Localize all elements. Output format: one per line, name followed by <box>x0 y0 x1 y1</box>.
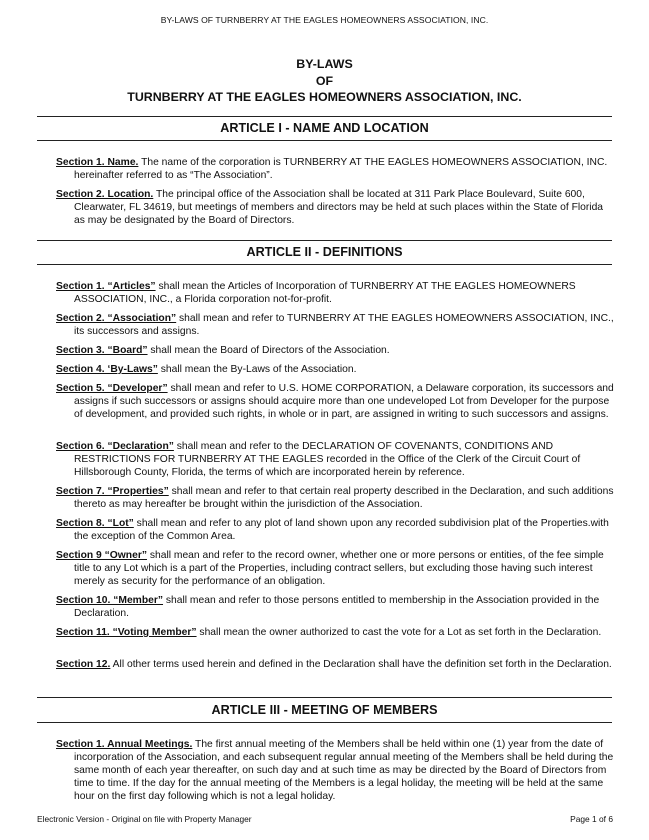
section-label: Section 4. ‘By-Laws” <box>56 364 158 375</box>
section-label: Section 2. Location. <box>56 189 154 200</box>
section-label: Section 6. “Declaration” <box>56 441 174 452</box>
article-1-heading: ARTICLE I - NAME AND LOCATION <box>220 121 429 135</box>
section-text: The first annual meeting of the Members shall be held within one (1) year from the date of incorporation of the Association, and each subsequent regular annual meeting of the Members shall be held during the same month of each year thereafter, on such day and at such time as may be directed by the Board of Directors from time to time. If the day for the annual meeting of the Members is a legal holiday, the meeting will be held at the same hour on the first day following which is not a legal holiday. <box>74 739 614 802</box>
section-text: shall mean the Board of Directors of the Association. <box>147 345 390 356</box>
section-text: All other terms used herein and defined in the Declaration shall have the definition set forth in the Declaration. <box>110 659 612 670</box>
section-text: shall mean and refer to TURNBERRY AT THE EAGLES HOMEOWNERS ASSOCIATION, INC., its successors and assigns. <box>74 313 614 337</box>
section-label: Section 3. “Board” <box>56 345 148 356</box>
section-label: Section 2. “Association” <box>56 313 177 324</box>
section-text: shall mean and refer to the record owner, whether one or more persons or entities, of the fee simple title to any Lot which is a part of the Properties, including contract sellers, but excluding those having such interest merely as security for the performance of an obligation. <box>74 550 604 587</box>
section-label: Section 1. Name. <box>56 157 139 168</box>
section-label: Section 1. “Articles” <box>56 281 156 292</box>
article-2-section-9 <box>56 550 614 589</box>
section-label: Section 11. “Voting Member” <box>56 627 197 638</box>
article-2-top-rule <box>37 240 612 241</box>
section-label: Section 9 “Owner” <box>56 550 147 561</box>
title-line-3: TURNBERRY AT THE EAGLES HOMEOWNERS ASSOCIATION, INC. <box>127 90 522 104</box>
article-2-section-1 <box>56 281 614 307</box>
section-text: shall mean and refer to U.S. HOME CORPORATION, a Delaware corporation, its successors and assigns if such successors or assigns should acquire more than one undeveloped Lot from Developer for the purpose of development, and provided such rights, in whole or in part, are assigned in writing to such successors and assigns. <box>74 383 614 420</box>
section-label: Section 10. “Member” <box>56 595 164 606</box>
article-2-section-5 <box>56 383 614 422</box>
article-1-section-1 <box>56 157 614 183</box>
section-text: shall mean the Articles of Incorporation of TURNBERRY AT THE EAGLES HOMEOWNERS ASSOCIATION, INC., a Florida corporation not-for-profit. <box>74 281 576 305</box>
section-text: shall mean and refer to those persons entitled to membership in the Association provided in the Declaration. <box>74 595 600 619</box>
article-3-top-rule <box>37 697 612 698</box>
article-2-section-6 <box>56 441 614 480</box>
article-1-section-2 <box>56 189 614 228</box>
section-text: shall mean and refer to any plot of land shown upon any recorded subdivision plat of the Properties.with the exception of the Common Area. <box>74 518 609 542</box>
section-text: The principal office of the Association shall be located at 311 Park Place Boulevard, Suite 600, Clearwater, FL 34619, but meetings of members and directors may be held at such places within the State of Florida as may be designated by the Board of Directors. <box>74 189 604 226</box>
article-2-section-3 <box>56 345 614 358</box>
article-2-section-4 <box>56 364 614 377</box>
article-2-bottom-rule <box>37 264 612 265</box>
article-2-section-11 <box>56 627 614 640</box>
footer-note: Electronic Version - Original on file with Property Manager <box>37 814 252 824</box>
section-label: Section 7. “Properties” <box>56 486 169 497</box>
title-line-1: BY-LAWS <box>296 57 353 71</box>
article-3-heading: ARTICLE III - MEETING OF MEMBERS <box>211 703 438 717</box>
section-label: Section 5. “Developer” <box>56 383 168 394</box>
article-2-section-12 <box>56 659 614 672</box>
section-text: shall mean the By-Laws of the Association. <box>157 364 357 375</box>
article-1-bottom-rule <box>37 140 612 141</box>
article-2-section-8 <box>56 518 614 544</box>
section-label: Section 1. Annual Meetings. <box>56 739 193 750</box>
section-text: shall mean the owner authorized to cast the vote for a Lot as set forth in the Declaration. <box>196 627 602 638</box>
page-number: Page 1 of 6 <box>570 814 613 824</box>
article-2-section-10 <box>56 595 614 621</box>
section-label: Section 8. “Lot” <box>56 518 134 529</box>
article-3-section-1 <box>56 739 614 804</box>
section-label: Section 12. <box>56 659 111 670</box>
article-2-heading: ARTICLE II - DEFINITIONS <box>246 245 403 259</box>
running-header: BY-LAWS OF TURNBERRY AT THE EAGLES HOMEOWNERS ASSOCIATION, INC. <box>160 15 489 25</box>
title-line-2: OF <box>315 73 334 88</box>
section-text: The name of the corporation is TURNBERRY AT THE EAGLES HOMEOWNERS ASSOCIATION, INC. hereinafter referred to as “The Association”. <box>74 157 608 181</box>
article-2-section-7 <box>56 486 614 512</box>
article-1-top-rule <box>37 116 612 117</box>
article-3-bottom-rule <box>37 722 612 723</box>
document-title <box>0 56 649 106</box>
article-2-section-2 <box>56 313 614 339</box>
section-text: shall mean and refer to the DECLARATION OF COVENANTS, CONDITIONS AND RESTRICTIONS FOR TURNBERRY AT THE EAGLES recorded in the Office of the Clerk of the Circuit Court of Hillsborough County, Florida, the terms of which are incorporated herein by reference. <box>74 441 581 478</box>
section-text: shall mean and refer to that certain real property described in the Declaration, and such additions thereto as may hereafter be brought within the jurisdiction of the Association. <box>74 486 614 510</box>
